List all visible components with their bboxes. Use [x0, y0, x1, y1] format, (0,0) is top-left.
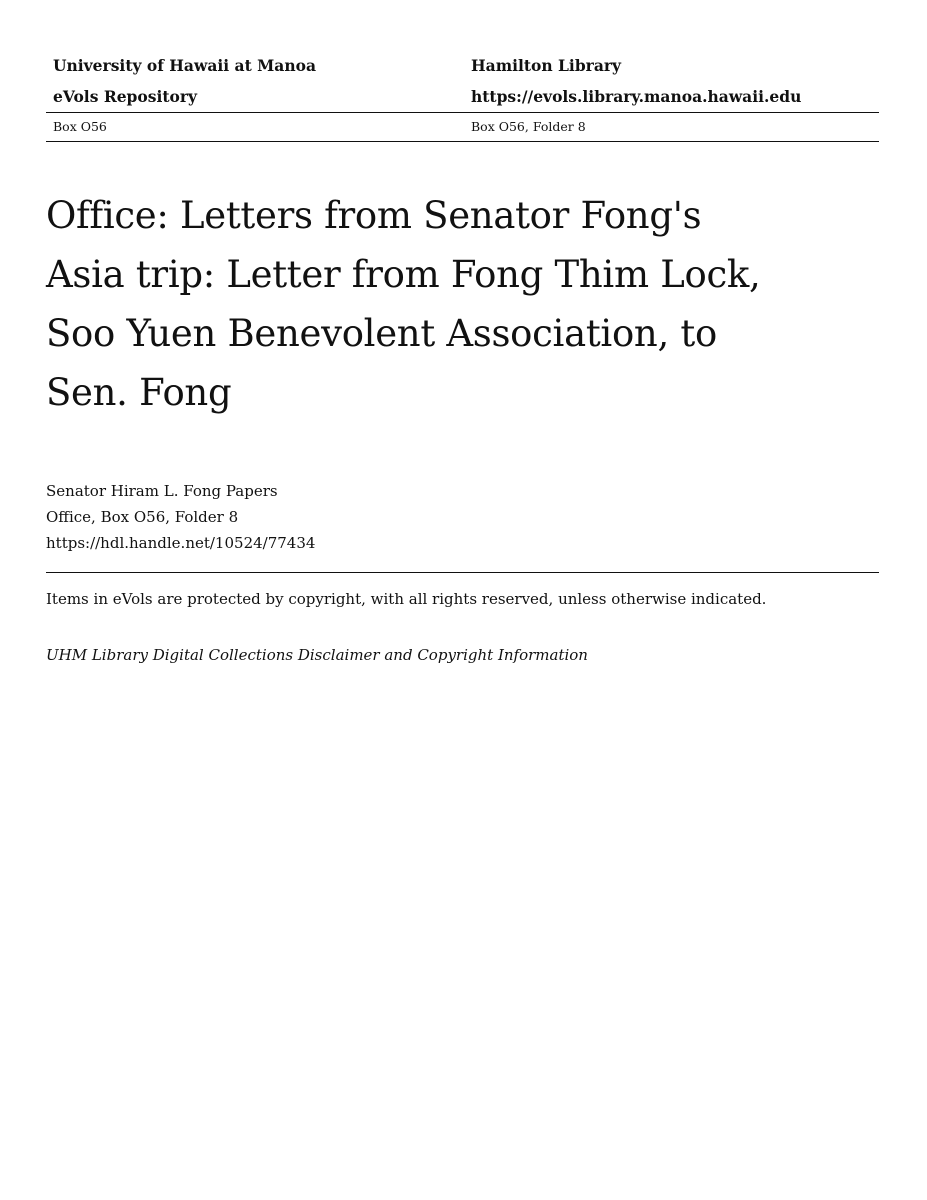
library-name: Hamilton Library: [471, 56, 622, 75]
content-divider: [46, 572, 879, 573]
copyright-notice: Items in eVols are protected by copyright, with all rights reserved, unless otherwise indicated.: [46, 590, 767, 608]
disclaimer-link[interactable]: UHM Library Digital Collections Disclaimer and Copyright Information: [46, 646, 588, 664]
header-row-1: [46, 50, 879, 81]
box-label: Box O56: [53, 119, 107, 134]
collection-name: Senator Hiram L. Fong Papers: [46, 482, 278, 500]
document-metadata: [46, 478, 315, 556]
box-folder-label: Box O56, Folder 8: [471, 119, 586, 134]
handle-link[interactable]: https://hdl.handle.net/10524/77434: [46, 534, 316, 552]
repository-name: eVols Repository: [53, 87, 198, 106]
repository-url[interactable]: https://evols.library.manoa.hawaii.edu: [471, 87, 802, 106]
header-row-3: [46, 113, 879, 141]
header-table: [46, 50, 879, 142]
header-row-2: [46, 81, 879, 112]
institution-name: University of Hawaii at Manoa: [53, 56, 316, 75]
header-bottom-divider: [46, 141, 879, 142]
document-title: Office: Letters from Senator Fong's Asia trip: Letter from Fong Thim Lock, Soo Yuen Benevolent Association, to Sen. Fong: [46, 194, 761, 414]
document-location: Office, Box O56, Folder 8: [46, 508, 239, 526]
